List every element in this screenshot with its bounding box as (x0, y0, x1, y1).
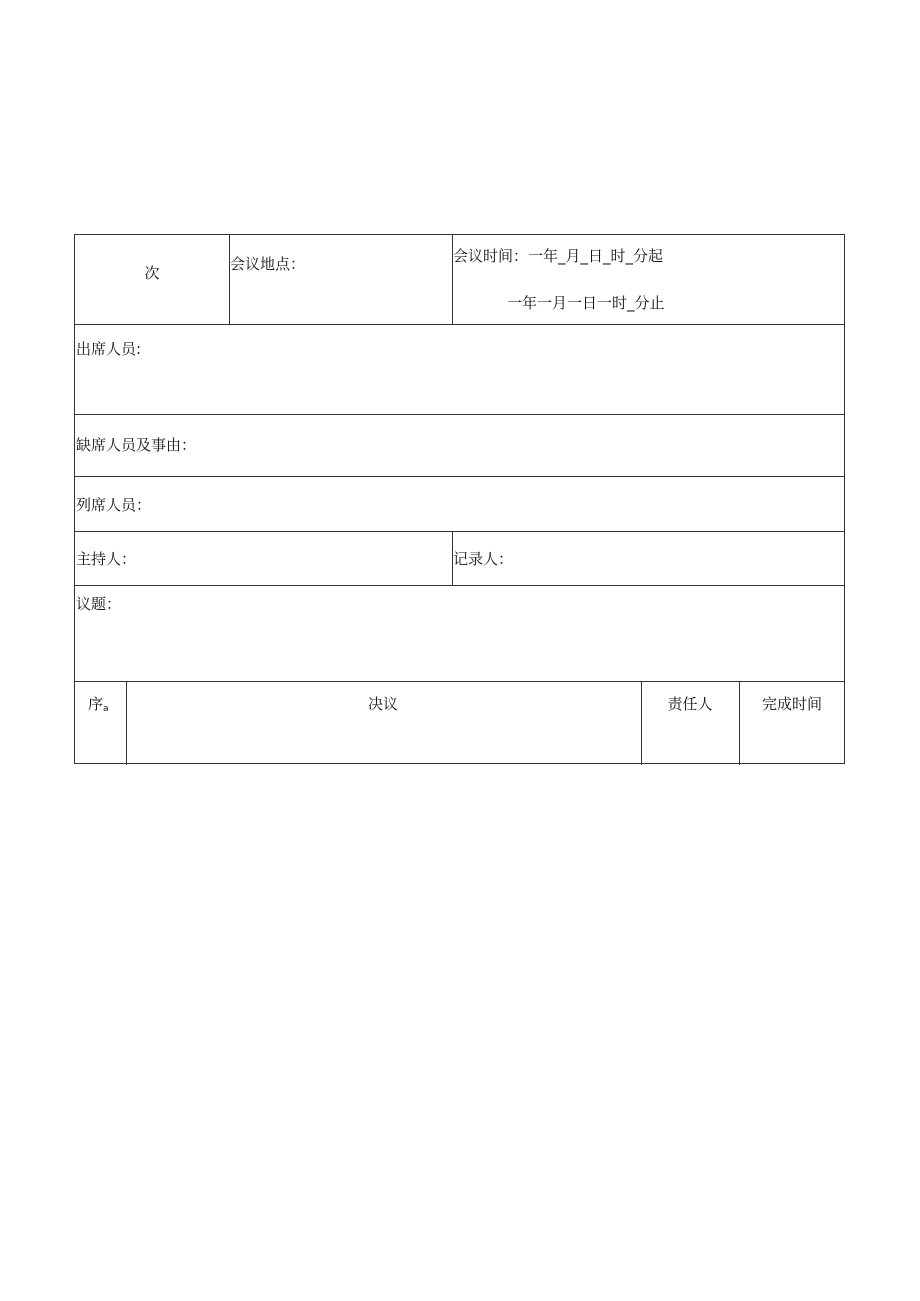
row-divider (75, 681, 844, 682)
column-divider (229, 235, 230, 324)
seq-column-header (88, 695, 109, 718)
seq-label: 序 (88, 695, 104, 713)
host-label: 主持人： (76, 550, 137, 568)
responsible-column-header: 责任人 (667, 695, 713, 713)
seq-suffix: a (103, 704, 109, 714)
meeting-location-label: 会议地点： (230, 255, 306, 273)
recorder-label: 记录人： (453, 550, 514, 568)
deadline-column-header: 完成时间 (761, 695, 823, 713)
row-divider (75, 414, 844, 415)
resolution-column-header: 决议 (367, 695, 399, 713)
row-divider (75, 531, 844, 532)
meeting-time-end: 一年一月一日一时_分止 (507, 294, 665, 312)
row-divider (75, 476, 844, 477)
absentees-label: 缺席人员及事由： (76, 436, 197, 454)
session-label: 次 (144, 264, 160, 282)
column-divider (126, 681, 127, 765)
meeting-time-start: 会议时间：一年_月_日_时_分起 (453, 247, 664, 265)
row-divider (75, 324, 844, 325)
meeting-minutes-form (74, 234, 845, 764)
column-divider (739, 681, 740, 765)
attendees-label: 出席人员: (76, 340, 142, 358)
column-divider (641, 681, 642, 765)
agenda-label: 议题： (76, 595, 122, 613)
row-divider (75, 585, 844, 586)
observers-label: 列席人员： (76, 496, 152, 514)
